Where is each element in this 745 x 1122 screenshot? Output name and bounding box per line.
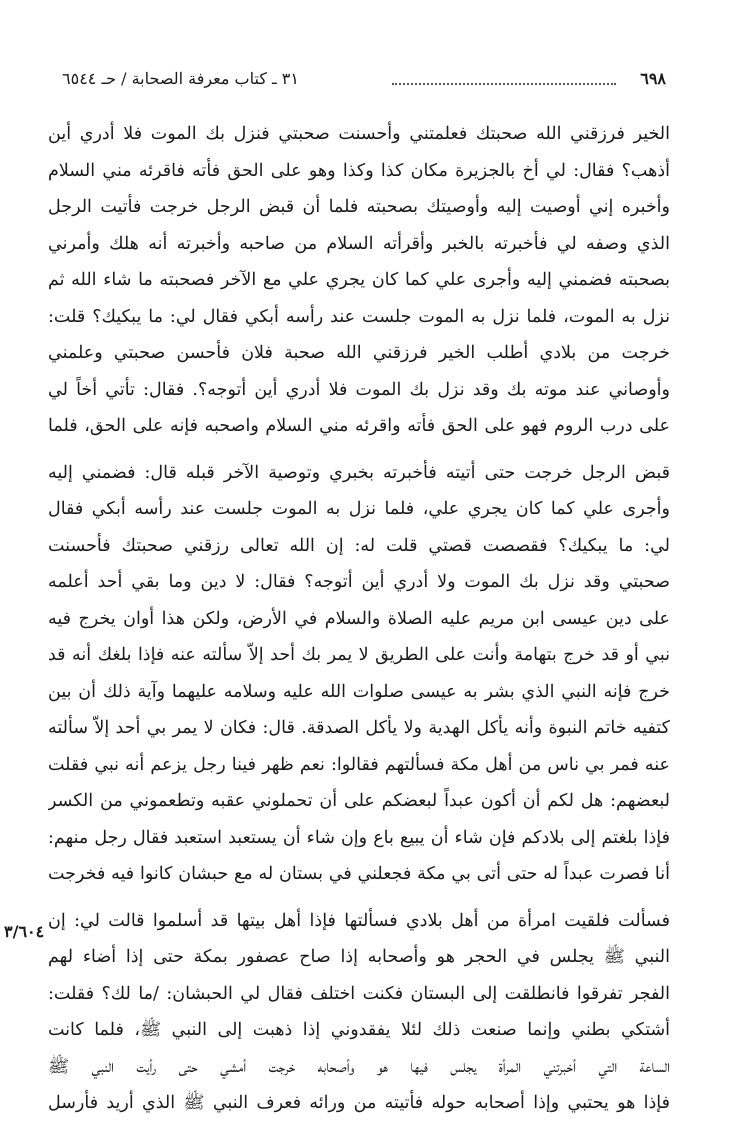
text-line: النبي ﷺ يجلس في الحجر هو وأصحابه إذا صاح عصفور بمكة حتى إذا أضاء لهم (48, 947, 670, 967)
text-line: لبعضهم: هل لكم أن أكون عبداً لبعضكم على أن تحملوني عقبه وتطعموني من الكسر (48, 791, 670, 811)
header-dotted-leader (392, 83, 616, 85)
running-title: ٣١ ـ كتاب معرفة الصحابة / حـ ٦٥٤٤ (62, 69, 299, 88)
page-number: ٦٩٨ (640, 69, 666, 88)
text-line: نزل به الموت، فلما نزل به الموت جلست عند رأسه أبكي فقال لي: ما يبكيك؟ قلت: (48, 306, 670, 327)
text-line: أنا فصرت عبداً له حتى أتى بي مكة فجعلني في بستان له مع حبشان كانوا فيه فخرجت (48, 864, 670, 884)
margin-reference-note: ٣/٦٠٤ (4, 922, 45, 941)
text-line: صحبتي وقد نزل بك الموت ولا أدري أين أتوجه؟ فقال: لا دين وما بقي أحد أعلمه (48, 572, 670, 592)
text-line: على دين عيسى ابن مريم عليه الصلاة والسلام في الأرض، ولكن هذا أوان يخرج فيه (48, 608, 670, 629)
text-line: بصحبته فضمني إليه وأجرى علي كما كان يجري علي مع الآخر فصحبته ما شاء الله ثم (48, 270, 670, 290)
text-line: الفجر تفرقوا فانطلقت إلى البستان فكنت اختلف فقال لي الحبشان: /ما لك؟ فقلت: (48, 983, 670, 1004)
text-line: خرجت من بلادي أطلب الخير فرزقني الله صحبة فلان فأحسن صحبتي وعلمني (48, 343, 670, 363)
text-line: الخير فرزقني الله صحبتك فعلمتني وأحسنت صحبتي فنزل بك الموت فلا أدري أين (48, 124, 670, 144)
text-line: أذهب؟ فقال: لي أخ بالجزيرة مكان كذا وكذا وهو على الحق فأته فاقرئه مني السلام (48, 160, 670, 181)
text-line: أشتكي بطني وإنما صنعت ذلك لئلا يفقدوني إذا ذهبت إلى النبي ﷺ، فلما كانت (48, 1020, 670, 1040)
text-line: نبي أو قد خرج بتهامة وأنت على الطريق لا يمر بك أحد إلاّ سألته عنه فإذا بلغك أنه قد (48, 645, 670, 665)
text-line: الذي وصفه لي فأخبرته بالخبر وأقرأته السلام من صاحبه وأخبرته أنه هلك وأمرني (48, 233, 670, 254)
text-line: على درب الروم فهو على الحق فأته واقرئه مني السلام واصحبه فإنه على الحق، فلما (48, 416, 670, 436)
text-line: فإذا بلغتم إلى بلادكم فإن شاء أن يبيع باع وإن شاء أن يستعبد استعبد فقال رجل منهم: (48, 827, 670, 848)
text-line: لي: ما يبكيك؟ فقصصت قصتي قلت له: إن الله تعالى رزقني صحبتك فأحسنت (48, 535, 670, 556)
text-line: وأجرى علي كما كان يجري علي، فلما نزل به الموت جلست عند رأسه أبكي فقال (48, 499, 670, 519)
text-line: عنه فمر بي ناس من أهل مكة فسألتهم فقالوا: نعم ظهر فينا رجل يزعم أنه نبي فقلت (48, 754, 670, 775)
text-line: وأخبره إني أوصيت إليه وأوصيتك بصحبته فلما أن قبض الرجل خرجت فأتيت الرجل (48, 197, 670, 217)
text-line: قبض الرجل خرجت حتى أتيته فأخبرته بخبري وتوصية الآخر قبله قال: فضمني إليه (48, 462, 670, 483)
text-line: خرج فإنه النبي الذي بشر به عيسى صلوات الله عليه وسلامه عليهما وآية ذلك أن بين (48, 681, 670, 702)
text-line: كتفيه خاتم النبوة وأنه يأكل الهدية ولا يأكل الصدقة. قال: فكان لا يمر بي أحد إلاّ سألته (48, 718, 670, 738)
page-header (62, 64, 666, 94)
text-line: الساعة التي أخبرتني المرأة يجلس فيها هو وأصحابه خرجت أمشي حتى رأيت النبي ﷺ (48, 1056, 670, 1077)
text-line: فإذا هو يحتبي وإذا أصحابه حوله فأتيته من ورائه فعرف النبي ﷺ الذي أريد فأرسل (48, 1093, 670, 1113)
text-line: فسألت فلقيت امرأة من أهل بلادي فسألتها فإذا أهل بيتها قد أسلموا قالت لي: إن (48, 910, 670, 931)
text-line: وأوصاني عند موته بك وقد نزل بك الموت فلا أدري أين أتوجه؟. فقال: تأتي أخاً لي (48, 379, 670, 400)
body-text (48, 116, 670, 1122)
